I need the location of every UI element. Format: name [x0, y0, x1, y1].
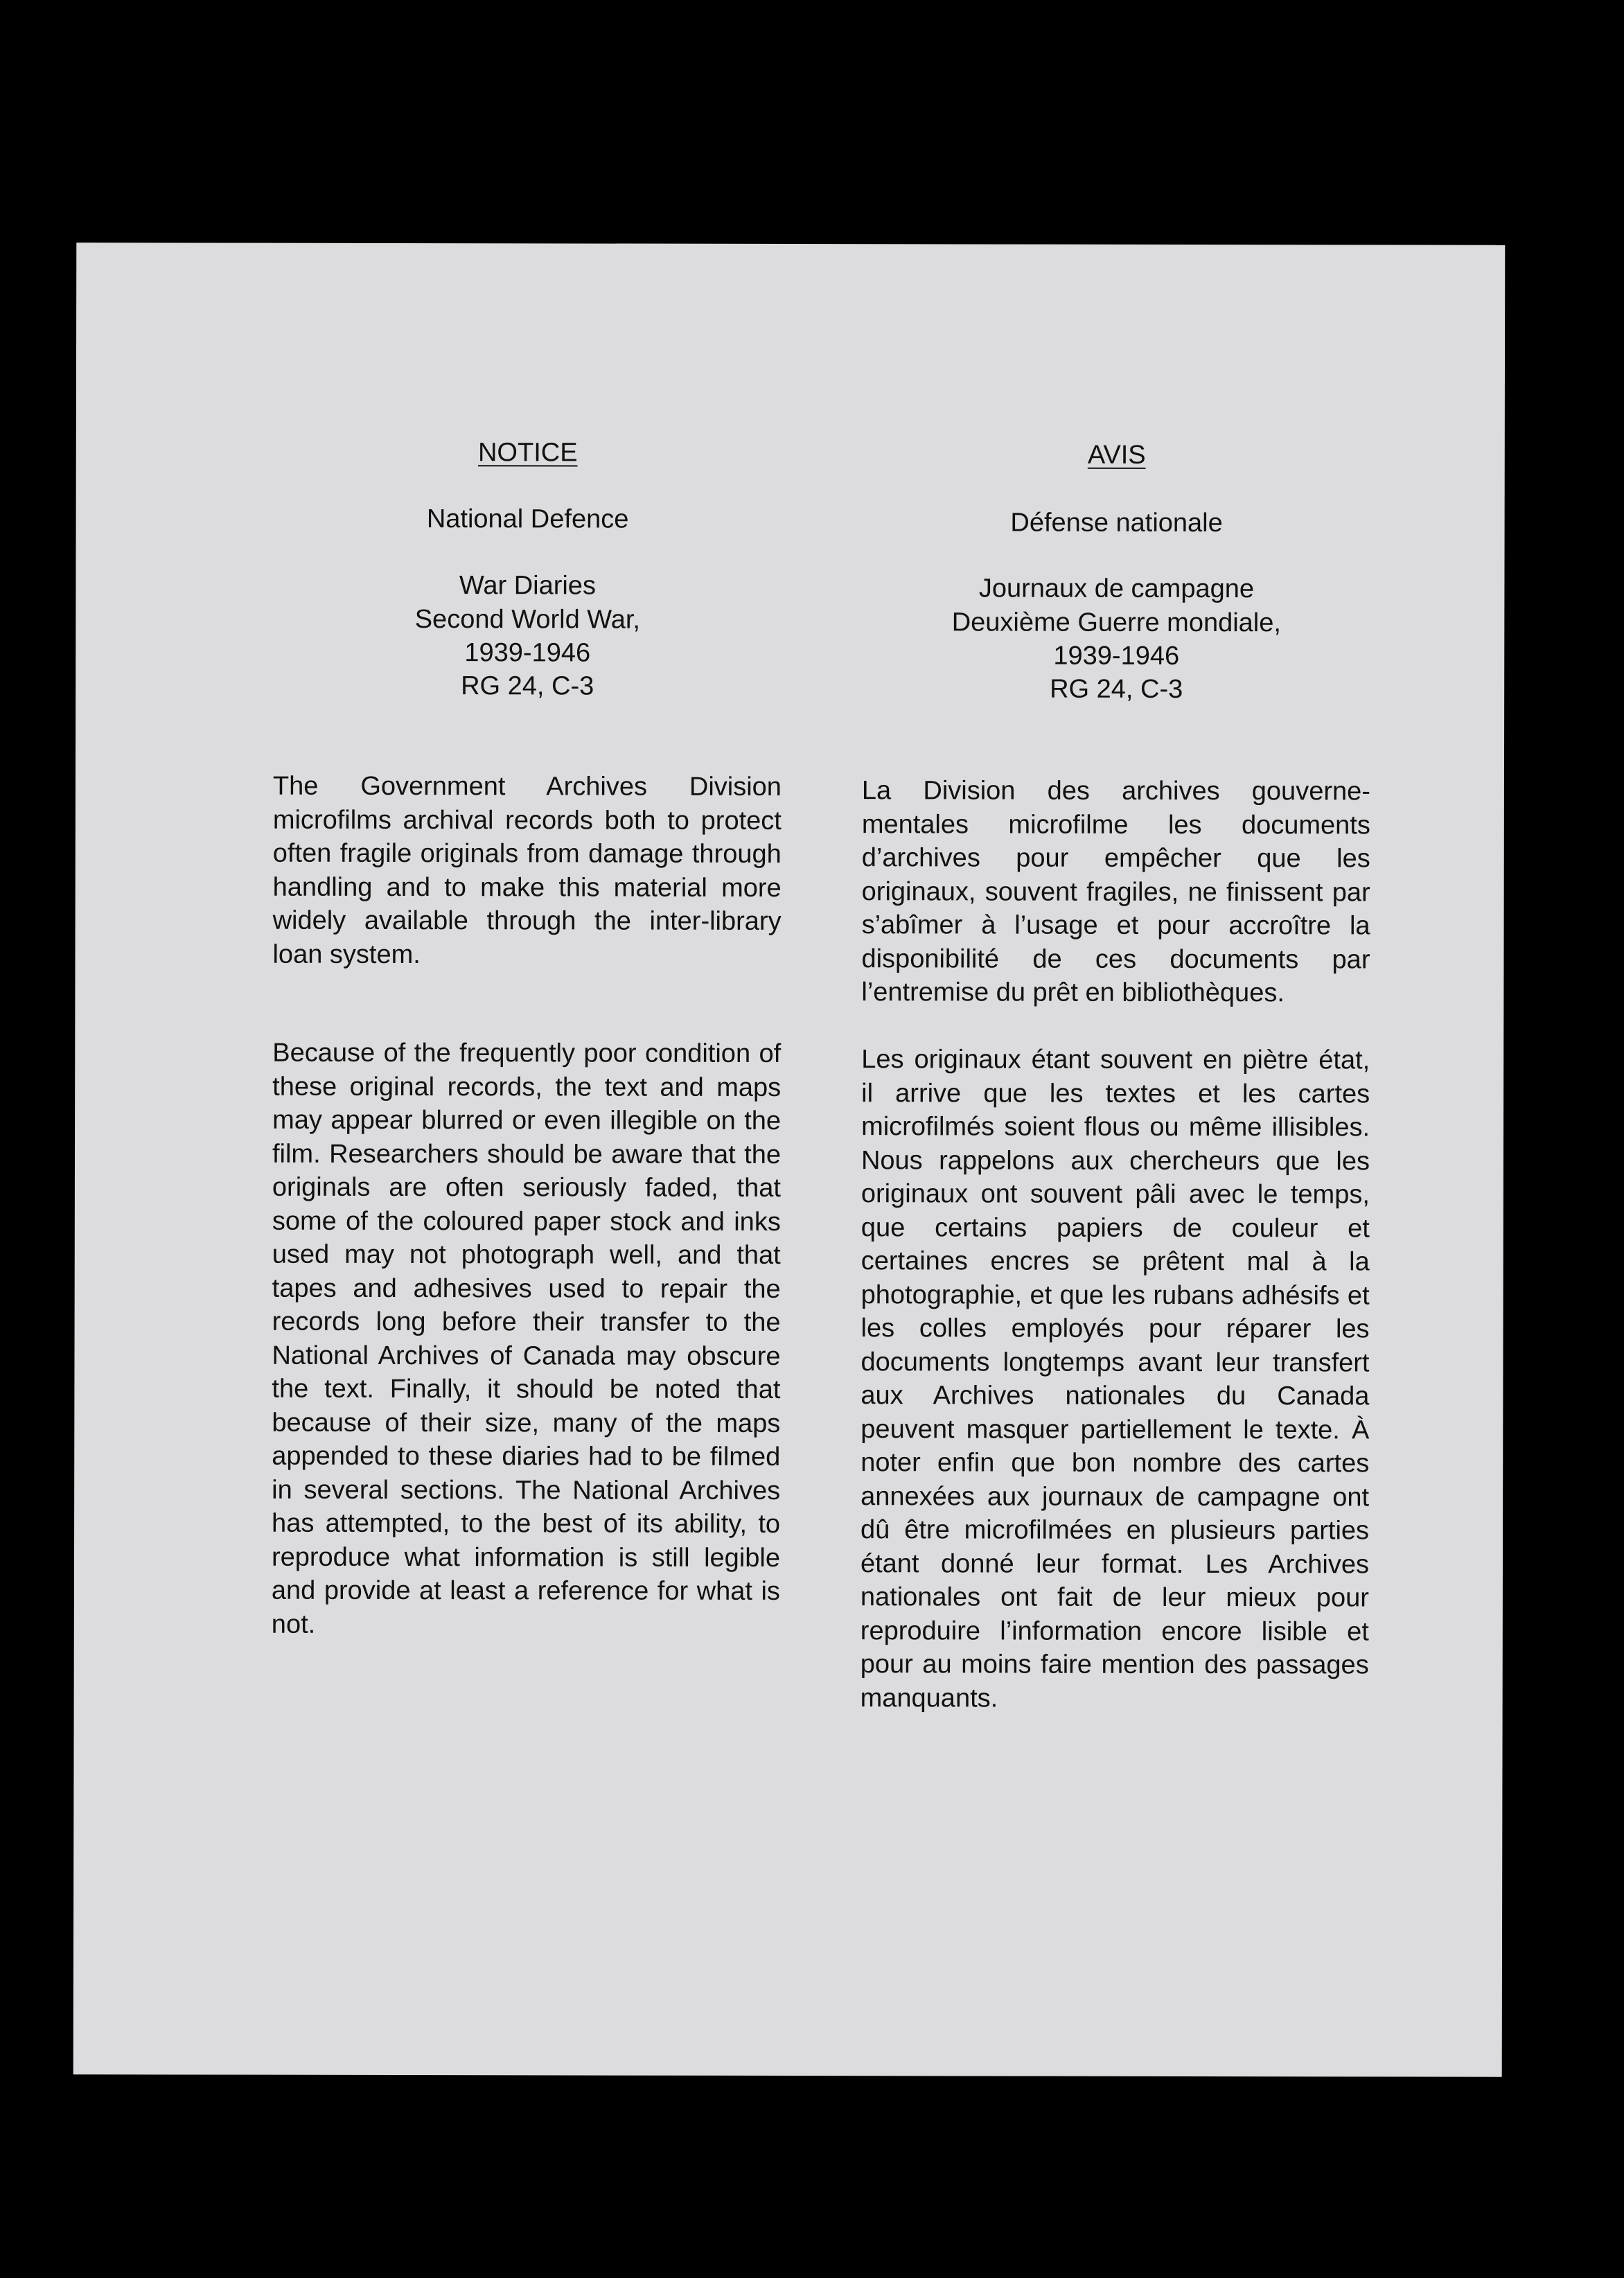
department-name-fr: Défense nationale	[1010, 508, 1223, 538]
english-column	[271, 243, 782, 1639]
series-title-line-fr: Deuxième Guerre mondiale,	[951, 607, 1282, 637]
series-title-line-fr: Journaux de campagne	[978, 574, 1255, 604]
series-title-line: War Diaries	[459, 571, 597, 601]
notice-page	[73, 242, 1506, 2077]
series-title-line-fr: 1939-1946	[1053, 641, 1180, 671]
series-title-line: 1939-1946	[464, 638, 591, 668]
avis-heading: AVIS	[1087, 440, 1146, 470]
department-name: National Defence	[426, 504, 629, 534]
record-group-reference: RG 24, C-3	[461, 671, 594, 701]
notice-heading: NOTICE	[477, 438, 578, 468]
paragraph-purpose-fr: La Division des archives gouverne-mentales microfilme les documents d’archives pour empêcher que les originaux, souvent fragiles, ne finissent par s’abîmer à l’usage et pour accroître la disponibilité de ces documents par l’entremise du prêt en bibliothèques.	[861, 776, 1370, 1008]
series-title-fr	[862, 572, 1370, 673]
french-column	[860, 244, 1371, 1713]
series-title	[273, 569, 782, 671]
series-title-line: Second World War,	[414, 604, 641, 635]
paragraph-condition: Because of the frequently poor condition of these original records, the text and maps may appear blurred or even illegible on the film. Researchers should be aware that the originals are often seriously faded, that some of the coloured paper stock and inks used may not photograph well, and that tapes and adhesives used to repair the records long before their transfer to the National Archives of Canada may obscure the text. Finally, it should be noted that because of their size, many of the maps appended to these diaries had to be filmed in several sections. The National Archives has attempted, to the best of its ability, to reproduce what information is still legible and provide at least a reference for what is not.	[271, 1038, 782, 1639]
paragraph-condition-fr: Les originaux étant souvent en piètre état, il arrive que les textes et les cartes microfilmés soient flous ou même illisibles. Nous rappelons aux chercheurs que les originaux ont souvent pâli avec le temps, que certains papiers de couleur et certaines encres se prêtent mal à la photographie, et que les rubans adhésifs et les colles employés pour réparer les documents longtemps avant leur transfert aux Archives nationales du Canada peuvent masquer partiellement le texte. À noter enfin que bon nombre des cartes annexées aux journaux de campagne ont dû être microfilmées en plusieurs parties étant donné leur format. Les Archives nationales ont fait de leur mieux pour reproduire l’information encore lisible et pour au moins faire mention des passages manquants.	[860, 1045, 1370, 1713]
paragraph-purpose: The Government Archives Division microfilms archival records both to protect often fragile originals from damage through handling and to make this material more widely available through the inter-library loan system.	[272, 771, 782, 969]
record-group-reference-fr: RG 24, C-3	[1050, 674, 1183, 704]
